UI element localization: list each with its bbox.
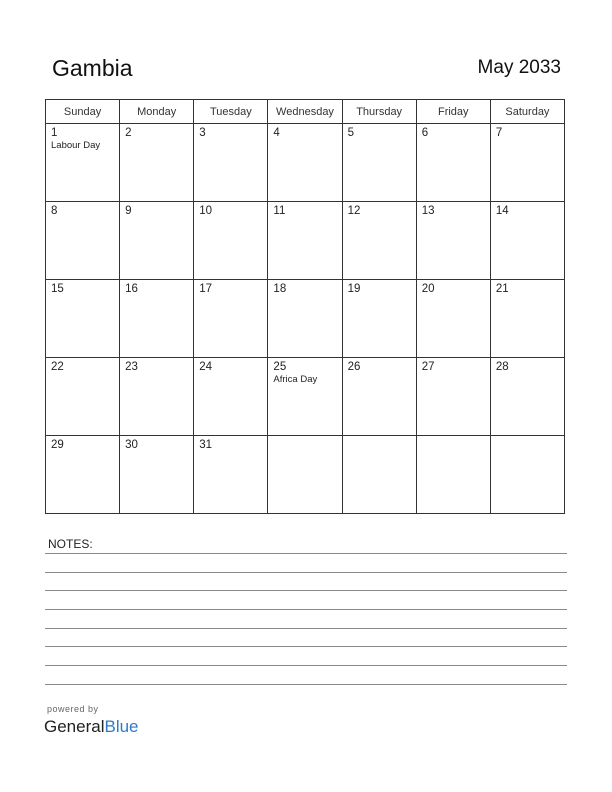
day-number: 31	[199, 439, 213, 451]
day-number: 11	[273, 205, 286, 217]
day-number: 7	[495, 127, 503, 139]
note-line	[45, 684, 567, 685]
week-row	[46, 124, 565, 202]
day-number: 15	[51, 283, 64, 295]
day-cell	[342, 202, 416, 280]
week-row	[46, 280, 565, 358]
day-cell	[268, 124, 342, 202]
day-cell	[268, 436, 342, 514]
day-number: 30	[125, 439, 138, 451]
day-number: 22	[51, 361, 64, 373]
day-number: 27	[421, 361, 435, 373]
note-line	[45, 628, 567, 629]
day-number	[343, 436, 416, 439]
day-cell	[416, 280, 490, 358]
day-number: 18	[273, 283, 287, 295]
day-number: 14	[495, 205, 509, 217]
week-row	[46, 436, 565, 514]
notes-label: NOTES:	[48, 537, 93, 551]
day-number: 21	[495, 283, 509, 295]
day-cell	[342, 436, 416, 514]
day-number: 10	[199, 205, 213, 217]
weekday-friday: Friday	[416, 100, 490, 124]
day-number: 4	[273, 127, 280, 139]
week-row	[46, 202, 565, 280]
day-cell	[416, 436, 490, 514]
day-cell	[194, 124, 268, 202]
day-number	[268, 436, 341, 439]
day-number: 6	[421, 127, 429, 139]
weekday-monday: Monday	[120, 100, 194, 124]
day-cell	[268, 202, 342, 280]
country-title: Gambia	[52, 55, 133, 81]
day-number: 13	[421, 205, 435, 217]
day-number: 12	[347, 205, 361, 217]
day-cell	[342, 280, 416, 358]
note-line	[45, 665, 567, 666]
day-number: 8	[51, 205, 58, 217]
day-cell	[490, 280, 564, 358]
day-number: 19	[347, 283, 361, 295]
month-title: May 2033	[477, 57, 561, 78]
weekday-wednesday: Wednesday	[268, 100, 342, 124]
day-number: 25	[273, 361, 287, 373]
day-cell	[194, 202, 268, 280]
day-number: 17	[199, 283, 213, 295]
day-cell	[120, 436, 194, 514]
day-number: 3	[199, 127, 206, 139]
note-line	[45, 646, 567, 647]
day-cell	[490, 124, 564, 202]
day-cell	[194, 280, 268, 358]
brand-blue-text: Blue	[104, 717, 139, 736]
day-cell	[46, 436, 120, 514]
day-cell	[268, 280, 342, 358]
day-cell	[416, 124, 490, 202]
weekday-saturday: Saturday	[490, 100, 564, 124]
weekday-sunday: Sunday	[46, 100, 120, 124]
day-cell	[194, 358, 268, 436]
note-line	[45, 553, 567, 554]
day-number: 23	[125, 361, 138, 373]
weekday-thursday: Thursday	[342, 100, 416, 124]
calendar-grid	[45, 99, 565, 514]
weekday-tuesday: Tuesday	[194, 100, 268, 124]
holiday-label: Africa Day	[273, 374, 318, 385]
day-cell	[120, 280, 194, 358]
day-number: 1	[51, 127, 58, 139]
note-line	[45, 590, 567, 591]
day-cell	[490, 358, 564, 436]
day-cell	[342, 124, 416, 202]
holiday-label: Labour Day	[51, 140, 101, 151]
day-number: 5	[347, 127, 354, 139]
day-cell	[120, 358, 194, 436]
day-number: 9	[125, 205, 132, 217]
day-cell	[194, 436, 268, 514]
day-number: 26	[347, 361, 361, 373]
note-line	[45, 609, 567, 610]
day-number: 24	[199, 361, 213, 373]
day-cell	[490, 436, 564, 514]
day-number: 29	[51, 439, 64, 451]
weekday-header-row	[46, 100, 565, 124]
day-number: 28	[495, 361, 509, 373]
note-line	[45, 572, 567, 573]
week-row	[46, 358, 565, 436]
day-cell	[46, 124, 120, 202]
day-cell	[342, 358, 416, 436]
day-cell	[490, 202, 564, 280]
day-cell	[416, 358, 490, 436]
day-cell	[46, 280, 120, 358]
day-number	[417, 436, 490, 439]
generalblue-logo[interactable]	[44, 717, 139, 737]
day-number: 2	[125, 127, 132, 139]
day-cell	[416, 202, 490, 280]
day-number: 20	[421, 283, 435, 295]
day-cell	[120, 202, 194, 280]
day-number: 16	[125, 283, 138, 295]
powered-by-text: powered by	[47, 704, 99, 714]
day-cell	[46, 202, 120, 280]
day-number	[491, 436, 564, 439]
day-cell	[46, 358, 120, 436]
day-cell	[268, 358, 342, 436]
brand-general-text: General	[44, 717, 105, 736]
day-cell	[120, 124, 194, 202]
